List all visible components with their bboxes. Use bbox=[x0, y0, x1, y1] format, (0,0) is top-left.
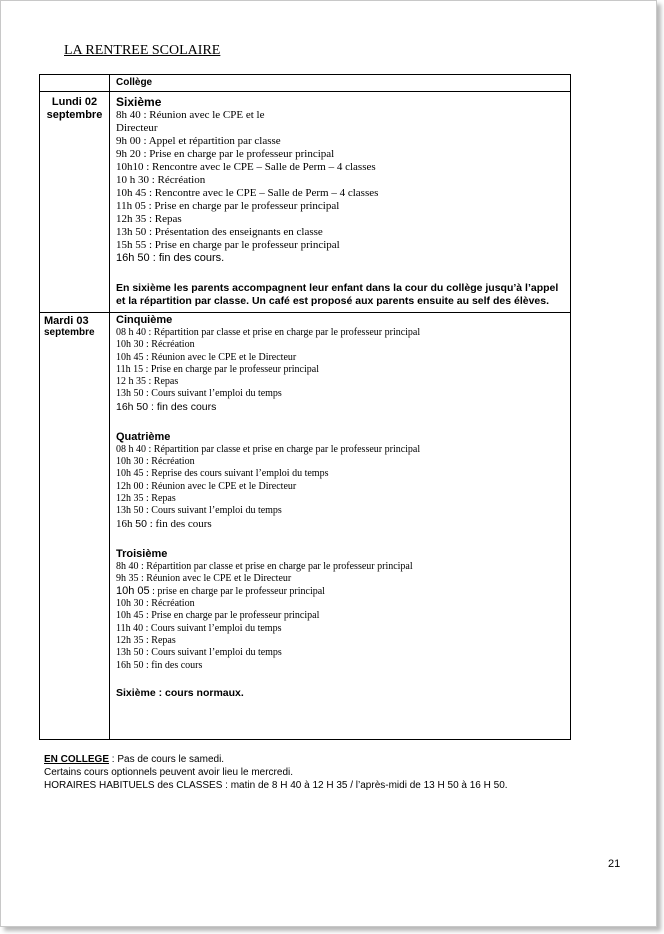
footer-line1-rest: : Pas de cours le samedi. bbox=[109, 754, 225, 765]
sixieme-last-line: 16h 50 : fin des cours. bbox=[116, 252, 225, 264]
day-tuesday-line1: Mardi 03 bbox=[44, 315, 89, 327]
footer-notes bbox=[44, 753, 508, 792]
cinquieme-line: 12 h 35 : Repas bbox=[116, 376, 179, 388]
parents-note-line2: et la répartition par classe. Un café est proposé aux parents ensuite au self des élèves. bbox=[116, 295, 550, 307]
quatrieme-line: 12h 35 : Repas bbox=[116, 492, 176, 504]
quatrieme-line: 10h 45 : Reprise des cours suivant l’emploi du temps bbox=[116, 468, 329, 480]
section-title-cinquieme: Cinquième bbox=[116, 314, 173, 326]
sixieme-line: 15h 55 : Prise en charge par le professeur principal bbox=[116, 239, 340, 251]
troisieme-line: 10h 45 : Prise en charge par le professeur principal bbox=[116, 610, 320, 622]
quatrieme-line: 10h 30 : Récréation bbox=[116, 456, 195, 468]
footer-underline: EN COLLEGE bbox=[44, 754, 110, 765]
quatrieme-line: 08 h 40 : Répartition par classe et prise en charge par le professeur principal bbox=[116, 443, 421, 455]
page-title: LA RENTREE SCOLAIRE bbox=[64, 43, 221, 58]
cinquieme-line: 13h 50 : Cours suivant l’emploi du temps bbox=[116, 388, 282, 400]
tuesday-schedule bbox=[110, 313, 571, 740]
sixieme-line: 8h 40 : Réunion avec le CPE et le bbox=[116, 109, 265, 121]
day-monday-line1: Lundi 02 bbox=[51, 96, 98, 108]
troisieme-line: 12h 35 : Repas bbox=[116, 635, 176, 647]
footer-line2: Certains cours optionnels peuvent avoir lieu le mercredi. bbox=[44, 767, 294, 778]
spacer bbox=[116, 414, 566, 431]
troisieme-line3-time: 10h 05 bbox=[116, 585, 150, 598]
cinquieme-last-line: 16h 50 : fin des cours bbox=[116, 400, 217, 413]
troisieme-line: 16h 50 : fin des cours bbox=[116, 659, 203, 671]
footer-line1 bbox=[44, 753, 508, 766]
spacer bbox=[116, 672, 566, 687]
troisieme-line bbox=[116, 585, 566, 598]
cinquieme-list bbox=[116, 327, 566, 401]
troisieme-line: 11h 40 : Cours suivant l’emploi du temps bbox=[116, 622, 282, 634]
sixieme-line: 10 h 30 : Récréation bbox=[116, 174, 206, 186]
closing-note: Sixième : cours normaux. bbox=[116, 686, 244, 699]
sixieme-line: 10h10 : Rencontre avec le CPE – Salle de Perm – 4 classes bbox=[116, 161, 376, 173]
quatrieme-list bbox=[116, 444, 566, 518]
parents-note bbox=[116, 282, 566, 308]
troisieme-line: 9h 35 : Réunion avec le CPE et le Directeur bbox=[116, 572, 292, 584]
section-title-sixieme: Sixième bbox=[116, 95, 162, 109]
cinquieme-line: 10h 45 : Réunion avec le CPE et le Directeur bbox=[116, 351, 297, 363]
troisieme-line: 13h 50 : Cours suivant l’emploi du temps bbox=[116, 647, 282, 659]
sixieme-line: 9h 00 : Appel et répartition par classe bbox=[116, 135, 281, 147]
day-monday-line2: septembre bbox=[46, 109, 103, 121]
sixieme-line: 9h 20 : Prise en charge par le professeur principal bbox=[116, 148, 335, 160]
quatrieme-last-line bbox=[116, 518, 566, 531]
day-tuesday bbox=[40, 313, 110, 740]
cinquieme-line: 11h 15 : Prise en charge par le professeur principal bbox=[116, 363, 319, 375]
sixieme-line: Directeur bbox=[116, 122, 158, 134]
quatrieme-last-prefix: 16h bbox=[116, 517, 136, 530]
cinquieme-line: 10h 30 : Récréation bbox=[116, 339, 195, 351]
schedule-table bbox=[39, 74, 571, 740]
quatrieme-line: 12h 00 : Réunion avec le CPE et le Directeur bbox=[116, 480, 297, 492]
troisieme-line: 10h 30 : Récréation bbox=[116, 598, 195, 610]
sixieme-list bbox=[116, 109, 566, 252]
section-title-quatrieme: Quatrième bbox=[116, 430, 171, 443]
troisieme-list bbox=[116, 598, 566, 672]
cinquieme-line: 08 h 40 : Répartition par classe et prise en charge par le professeur principal bbox=[116, 327, 421, 338]
sixieme-line: 11h 05 : Prise en charge par le professeur principal bbox=[116, 200, 340, 212]
day-tuesday-line2: septembre bbox=[44, 327, 95, 338]
sixieme-line: 13h 50 : Présentation des enseignants en classe bbox=[116, 226, 323, 238]
troisieme-line: 8h 40 : Répartition par classe et prise en charge par le professeur principal bbox=[116, 560, 413, 572]
quatrieme-last-sans: 50 bbox=[135, 517, 147, 530]
parents-note-line1: En sixième les parents accompagnent leur enfant dans la cour du collège jusqu’à l’appel bbox=[116, 282, 559, 294]
sixieme-line: 12h 35 : Repas bbox=[116, 213, 182, 225]
quatrieme-line: 13h 50 : Cours suivant l’emploi du temps bbox=[116, 505, 282, 517]
monday-schedule bbox=[110, 92, 571, 313]
section-title-troisieme: Troisième bbox=[116, 547, 168, 560]
sixieme-line: 10h 45 : Rencontre avec le CPE – Salle de Perm – 4 classes bbox=[116, 187, 379, 199]
day-monday bbox=[40, 92, 110, 313]
footer-line3: HORAIRES HABITUELS des CLASSES : matin de 8 H 40 à 12 H 35 / l’après-midi de 13 H 50 à 16 H 50. bbox=[44, 780, 508, 791]
spacer bbox=[116, 531, 566, 548]
page-number: 21 bbox=[608, 858, 621, 870]
quatrieme-last-suffix: : fin des cours bbox=[146, 517, 212, 530]
header-college: Collège bbox=[110, 75, 571, 92]
header-empty-cell bbox=[40, 75, 110, 92]
troisieme-line3-rest: : prise en charge par le professeur principal bbox=[149, 586, 325, 598]
